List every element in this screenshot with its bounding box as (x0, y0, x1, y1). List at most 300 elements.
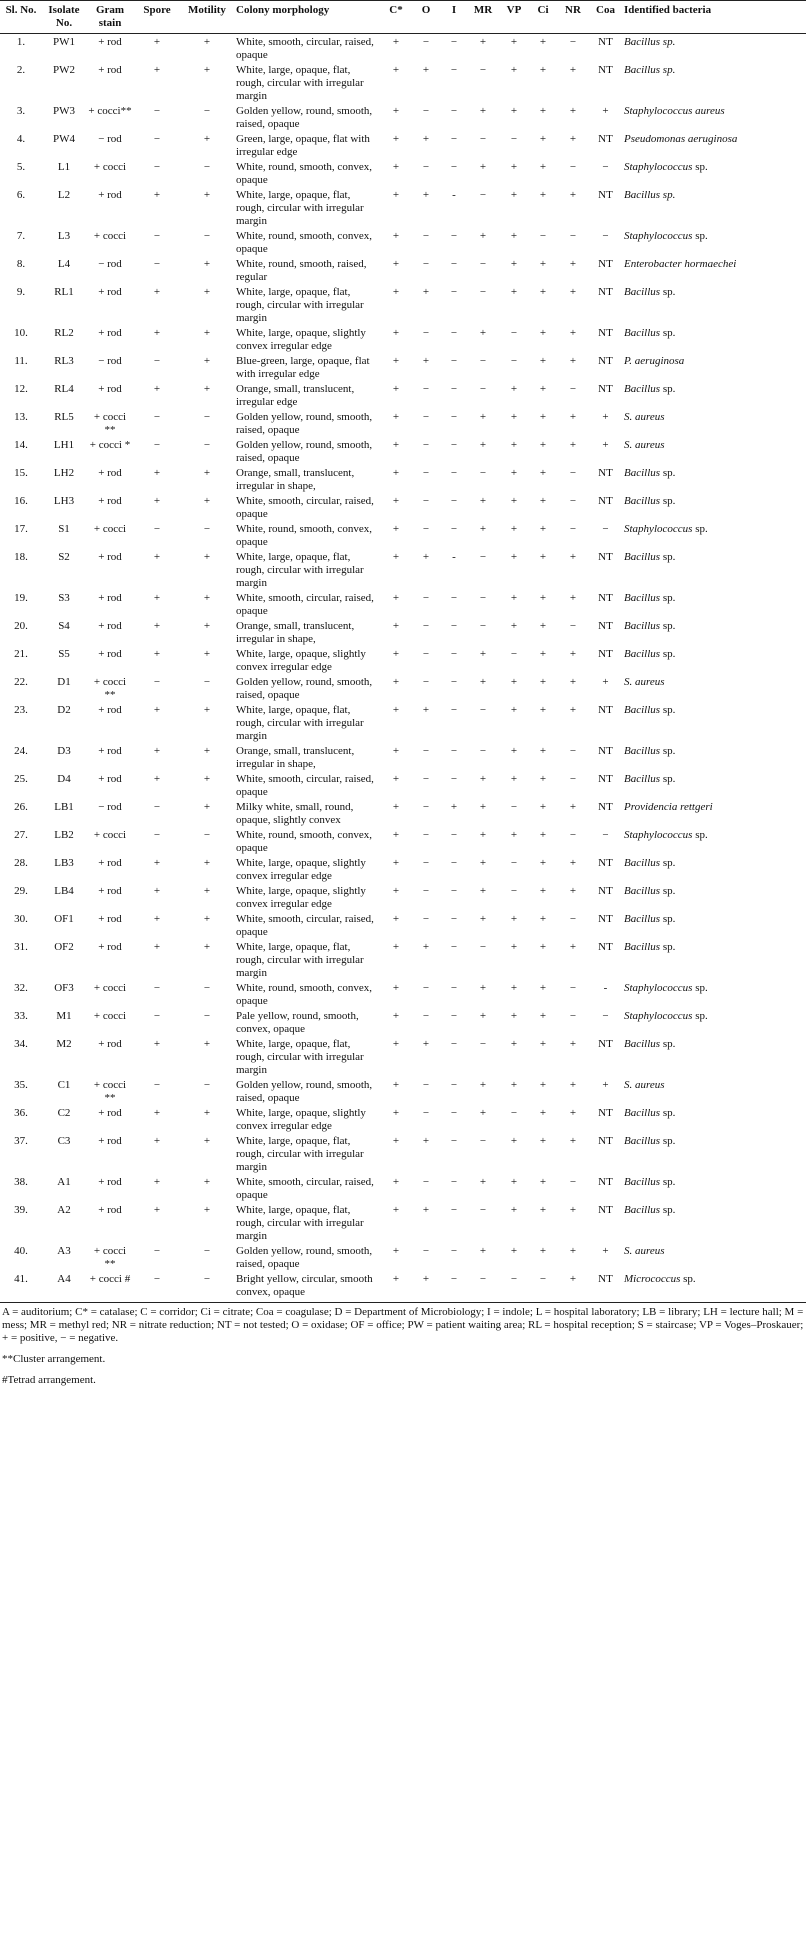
cell-motility: + (203, 551, 211, 563)
cell-identified-bacteria (622, 1008, 806, 1036)
cell-spore: − (153, 230, 161, 242)
cell-isolate-no: LB4 (54, 885, 74, 897)
table-row (0, 381, 806, 409)
cell-citrate: + (539, 592, 547, 604)
cell-gram-stain: + cocci ** (93, 1079, 127, 1104)
bacteria-suffix: sp. (692, 230, 708, 242)
cell-catalase: + (392, 133, 400, 145)
cell-methyl-red: + (479, 411, 487, 423)
cell-identified-bacteria (622, 437, 806, 465)
cell-sl-no: 39. (14, 1204, 28, 1216)
cell-citrate: + (539, 36, 547, 48)
cell-coagulase: − (602, 829, 609, 841)
cell-voges-proskauer: − (510, 885, 518, 897)
cell-isolate-no: LB3 (54, 857, 74, 869)
bacteria-name: Providencia rettgeri (624, 801, 713, 813)
cell-indole: - (452, 189, 456, 201)
cell-sl-no: 2. (16, 64, 26, 76)
table-row (0, 159, 806, 187)
cell-colony-morphology: Orange, small, translucent, irregular in shape, (236, 745, 355, 770)
cell-isolate-no: S4 (58, 620, 70, 632)
cell-identified-bacteria (622, 646, 806, 674)
cell-oxidase: − (422, 327, 430, 339)
cell-nitrate-reduction: + (569, 1079, 577, 1091)
bacteria-name: Bacillus (624, 1135, 661, 1147)
cell-identified-bacteria (622, 1202, 806, 1243)
cell-citrate: + (539, 439, 547, 451)
bacteria-name: Bacillus (624, 286, 661, 298)
cell-sl-no: 28. (14, 857, 28, 869)
cell-indole: − (450, 676, 458, 688)
cell-colony-morphology: Golden yellow, round, smooth, raised, opaque (236, 1079, 373, 1104)
cell-catalase: + (392, 982, 400, 994)
bacteria-name: Bacillus (624, 648, 661, 660)
cell-methyl-red: + (479, 1079, 487, 1091)
cell-isolate-no: S1 (58, 523, 70, 535)
cell-gram-stain: + cocci (93, 829, 127, 841)
cell-gram-stain: + rod (98, 745, 122, 757)
cell-colony-morphology: White, smooth, circular, raised, opaque (236, 913, 374, 938)
cell-identified-bacteria (622, 521, 806, 549)
cell-indole: − (450, 64, 458, 76)
header-row (0, 1, 806, 34)
cell-coagulase: - (603, 982, 608, 994)
cell-oxidase: − (422, 1107, 430, 1119)
cell-methyl-red: − (479, 551, 487, 563)
cell-coagulase: NT (598, 495, 613, 507)
cell-coagulase: + (602, 1245, 609, 1257)
cell-methyl-red: + (479, 885, 487, 897)
bacteria-name: Staphylococcus (624, 161, 693, 173)
cell-coagulase: + (602, 105, 609, 117)
cell-spore: + (153, 592, 161, 604)
cell-colony-morphology: White, smooth, circular, raised, opaque (236, 1176, 374, 1201)
cell-spore: + (153, 885, 161, 897)
cell-methyl-red: − (479, 64, 487, 76)
cell-coagulase: NT (598, 885, 613, 897)
cell-indole: − (450, 467, 458, 479)
cell-nitrate-reduction: + (569, 885, 577, 897)
bacteria-name: Pseudomonas aeruginosa (624, 133, 738, 145)
cell-oxidase: + (422, 1038, 430, 1050)
cell-sl-no: 30. (14, 913, 28, 925)
cell-nitrate-reduction: − (569, 829, 577, 841)
bacteria-name: P. aeruginosa (624, 355, 685, 367)
cell-spore: − (153, 133, 161, 145)
cell-oxidase: − (422, 1010, 430, 1022)
cell-voges-proskauer: − (510, 1107, 518, 1119)
cell-catalase: + (392, 327, 400, 339)
cell-spore: + (153, 773, 161, 785)
cell-gram-stain: + rod (98, 773, 122, 785)
cell-gram-stain: + rod (98, 1176, 122, 1188)
cell-methyl-red: + (479, 913, 487, 925)
bacteria-name: Bacillus (624, 620, 661, 632)
cell-isolate-no: D3 (57, 745, 71, 757)
bacteria-suffix: sp. (660, 704, 676, 716)
cell-isolate-no: LH1 (53, 439, 75, 451)
cell-oxidase: − (422, 592, 430, 604)
cell-motility: + (203, 1176, 211, 1188)
cell-nitrate-reduction: + (569, 1204, 577, 1216)
cell-gram-stain: + cocci ** (93, 1245, 127, 1270)
cell-methyl-red: + (479, 36, 487, 48)
cell-indole: − (450, 829, 458, 841)
bacteria-name: Bacillus sp. (624, 64, 676, 76)
cell-nitrate-reduction: + (569, 355, 577, 367)
cell-identified-bacteria (622, 702, 806, 743)
cell-spore: + (153, 745, 161, 757)
cell-motility: + (203, 383, 211, 395)
cell-coagulase: NT (598, 1176, 613, 1188)
cell-motility: + (203, 592, 211, 604)
cell-methyl-red: − (479, 133, 487, 145)
table-row (0, 325, 806, 353)
cell-oxidase: − (422, 383, 430, 395)
cell-colony-morphology: White, large, opaque, flat, rough, circular with irregular margin (236, 189, 364, 227)
cell-coagulase: NT (598, 620, 613, 632)
cell-sl-no: 14. (14, 439, 28, 451)
cell-coagulase: − (602, 161, 609, 173)
table-row (0, 743, 806, 771)
table-row (0, 103, 806, 131)
table-row (0, 131, 806, 159)
cell-spore: − (153, 411, 161, 423)
cell-identified-bacteria (622, 159, 806, 187)
table-row (0, 1077, 806, 1105)
cell-catalase: + (392, 773, 400, 785)
cell-spore: + (153, 1107, 161, 1119)
col-isolate-no: Isolate No. (42, 1, 86, 34)
cell-isolate-no: LB1 (54, 801, 74, 813)
col-methyl-red: MR (467, 1, 499, 34)
cell-colony-morphology: White, smooth, circular, raised, opaque (236, 592, 374, 617)
cell-coagulase: NT (598, 773, 613, 785)
cell-nitrate-reduction: + (569, 286, 577, 298)
cell-indole: − (450, 355, 458, 367)
cell-voges-proskauer: + (510, 411, 518, 423)
cell-motility: + (203, 648, 211, 660)
cell-citrate: + (539, 355, 547, 367)
cell-identified-bacteria (622, 799, 806, 827)
cell-colony-morphology: White, round, smooth, convex, opaque (236, 230, 372, 255)
cell-methyl-red: + (479, 1010, 487, 1022)
cell-identified-bacteria (622, 1133, 806, 1174)
cell-nitrate-reduction: + (569, 648, 577, 660)
bacteria-name: S. aureus (624, 411, 665, 423)
cell-indole: − (450, 523, 458, 535)
table-row (0, 1036, 806, 1077)
cell-coagulase: NT (598, 189, 613, 201)
cell-voges-proskauer: + (510, 551, 518, 563)
bacteria-name: Staphylococcus (624, 829, 693, 841)
cell-catalase: + (392, 648, 400, 660)
cell-coagulase: NT (598, 36, 613, 48)
col-coagulase: Coa (589, 1, 622, 34)
cell-coagulase: NT (598, 648, 613, 660)
col-identified-bacteria: Identified bacteria (622, 1, 806, 34)
cell-identified-bacteria (622, 1243, 806, 1271)
cell-sl-no: 9. (16, 286, 26, 298)
cell-isolate-no: D2 (57, 704, 71, 716)
cell-colony-morphology: White, large, opaque, flat, rough, circular with irregular margin (236, 286, 364, 324)
cell-motility: − (203, 161, 211, 173)
cell-oxidase: − (422, 1176, 430, 1188)
cell-nitrate-reduction: + (569, 857, 577, 869)
cell-methyl-red: − (479, 258, 487, 270)
cell-motility: + (203, 885, 211, 897)
bacteria-name: Micrococcus (624, 1273, 681, 1285)
table-row (0, 980, 806, 1008)
cell-indole: − (450, 161, 458, 173)
bacteria-name: S. aureus (624, 676, 665, 688)
cell-methyl-red: + (479, 161, 487, 173)
cell-methyl-red: + (479, 648, 487, 660)
cell-gram-stain: + rod (98, 36, 122, 48)
cell-colony-morphology: White, round, smooth, convex, opaque (236, 161, 372, 186)
cell-colony-morphology: Bright yellow, circular, smooth convex, opaque (234, 1271, 381, 1303)
cell-colony-morphology: White, smooth, circular, raised, opaque (236, 495, 374, 520)
cell-spore: + (153, 383, 161, 395)
cell-sl-no: 34. (14, 1038, 28, 1050)
cell-colony-morphology: White, smooth, circular, raised, opaque (236, 36, 374, 61)
cell-spore: − (153, 829, 161, 841)
cell-motility: − (203, 1010, 211, 1022)
cell-coagulase: NT (598, 941, 613, 953)
cell-gram-stain: + cocci (93, 230, 127, 242)
cell-motility: + (203, 355, 211, 367)
cell-methyl-red: − (479, 620, 487, 632)
cell-catalase: + (392, 941, 400, 953)
cell-citrate: + (539, 1038, 547, 1050)
cell-nitrate-reduction: − (569, 982, 577, 994)
cell-sl-no: 32. (14, 982, 28, 994)
cell-coagulase: NT (598, 913, 613, 925)
cell-voges-proskauer: + (510, 913, 518, 925)
cell-indole: − (450, 1204, 458, 1216)
bacteria-suffix: sp. (660, 885, 676, 897)
table-row (0, 521, 806, 549)
cell-gram-stain: + cocci (93, 982, 127, 994)
bacteria-suffix: sp. (692, 161, 708, 173)
cell-coagulase: NT (598, 745, 613, 757)
cell-indole: − (450, 982, 458, 994)
cell-isolate-no: OF1 (54, 913, 74, 925)
cell-gram-stain: + rod (98, 592, 122, 604)
cell-voges-proskauer: + (510, 704, 518, 716)
cell-motility: + (203, 941, 211, 953)
cell-methyl-red: + (479, 105, 487, 117)
bacteria-name: Bacillus (624, 551, 661, 563)
cell-identified-bacteria (622, 1271, 806, 1303)
cell-oxidase: − (422, 913, 430, 925)
cell-colony-morphology: White, round, smooth, convex, opaque (236, 523, 372, 548)
cell-methyl-red: − (479, 1204, 487, 1216)
cell-indole: - (452, 551, 456, 563)
cell-motility: + (203, 704, 211, 716)
cell-spore: + (153, 36, 161, 48)
table-row (0, 409, 806, 437)
cell-methyl-red: + (479, 230, 487, 242)
cell-spore: − (153, 1079, 161, 1091)
cell-isolate-no: OF3 (54, 982, 74, 994)
cell-gram-stain: + rod (98, 857, 122, 869)
table-row (0, 1008, 806, 1036)
cell-spore: − (153, 439, 161, 451)
cell-voges-proskauer: + (510, 383, 518, 395)
cell-catalase: + (392, 383, 400, 395)
cell-spore: + (153, 189, 161, 201)
cell-catalase: + (392, 704, 400, 716)
cell-oxidase: − (422, 230, 430, 242)
cell-methyl-red: + (479, 1107, 487, 1119)
cell-spore: − (153, 105, 161, 117)
cell-indole: − (450, 133, 458, 145)
cell-nitrate-reduction: − (569, 1176, 577, 1188)
cell-identified-bacteria (622, 549, 806, 590)
cell-identified-bacteria (622, 131, 806, 159)
cell-voges-proskauer: + (510, 1204, 518, 1216)
cell-citrate: + (539, 495, 547, 507)
cell-indole: + (450, 801, 458, 813)
cell-colony-morphology: Orange, small, translucent, irregular in shape, (236, 467, 355, 492)
cell-methyl-red: + (479, 801, 487, 813)
cell-identified-bacteria (622, 771, 806, 799)
cell-nitrate-reduction: − (569, 523, 577, 535)
bacteria-name: S. aureus (624, 1245, 665, 1257)
cell-coagulase: NT (598, 704, 613, 716)
cell-spore: + (153, 648, 161, 660)
cell-nitrate-reduction: + (569, 704, 577, 716)
cell-nitrate-reduction: + (569, 327, 577, 339)
cell-nitrate-reduction: + (569, 941, 577, 953)
cell-sl-no: 3. (16, 105, 26, 117)
table-row (0, 353, 806, 381)
cell-identified-bacteria (622, 256, 806, 284)
cell-voges-proskauer: − (499, 1271, 529, 1303)
cell-voges-proskauer: + (510, 36, 518, 48)
cell-identified-bacteria (622, 381, 806, 409)
cell-spore: + (153, 620, 161, 632)
bacteria-name: Enterobacter hormaechei (624, 258, 737, 270)
cell-colony-morphology: Golden yellow, round, smooth, raised, opaque (236, 676, 373, 701)
bacteria-name: Bacillus (624, 857, 661, 869)
cell-voges-proskauer: − (510, 648, 518, 660)
cell-sl-no: 24. (14, 745, 28, 757)
cell-isolate-no: D1 (57, 676, 71, 688)
cell-nitrate-reduction: + (569, 258, 577, 270)
footnote-tetrad: #Tetrad arrangement. (2, 1374, 96, 1386)
cell-citrate: + (539, 1079, 547, 1091)
cell-colony-morphology: White, large, opaque, slightly convex irregular edge (236, 885, 366, 910)
cell-catalase: + (392, 913, 400, 925)
cell-coagulase: + (602, 1079, 609, 1091)
cell-nitrate-reduction: − (569, 230, 577, 242)
cell-voges-proskauer: + (510, 64, 518, 76)
cell-colony-morphology: Pale yellow, round, smooth, convex, opaque (236, 1010, 359, 1035)
cell-catalase: + (392, 885, 400, 897)
table-row (0, 1105, 806, 1133)
cell-voges-proskauer: + (510, 745, 518, 757)
bacteria-name: Bacillus (624, 941, 661, 953)
bacteria-name: Staphylococcus (624, 1010, 693, 1022)
cell-isolate-no: A1 (57, 1176, 71, 1188)
cell-isolate-no: M1 (56, 1010, 72, 1022)
cell-gram-stain: + rod (98, 913, 122, 925)
cell-methyl-red: − (479, 355, 487, 367)
cell-isolate-no: S3 (58, 592, 70, 604)
cell-motility: + (203, 773, 211, 785)
cell-indole: − (450, 745, 458, 757)
cell-spore: − (153, 676, 161, 688)
cell-gram-stain: + cocci (93, 1010, 127, 1022)
cell-citrate: + (539, 829, 547, 841)
bacteria-name: Bacillus (624, 1204, 661, 1216)
cell-spore: + (153, 551, 161, 563)
cell-motility: − (203, 523, 211, 535)
cell-catalase: + (392, 189, 400, 201)
cell-motility: + (203, 133, 211, 145)
cell-coagulase: + (602, 439, 609, 451)
cell-catalase: + (392, 467, 400, 479)
cell-catalase: + (392, 439, 400, 451)
cell-citrate: + (539, 941, 547, 953)
cell-methyl-red: − (467, 1271, 499, 1303)
cell-sl-no: 26. (14, 801, 28, 813)
cell-catalase: + (392, 36, 400, 48)
cell-sl-no: 18. (14, 551, 28, 563)
cell-gram-stain: + rod (98, 383, 122, 395)
cell-coagulase: NT (598, 1038, 613, 1050)
cell-sl-no: 16. (14, 495, 28, 507)
cell-voges-proskauer: + (510, 1135, 518, 1147)
cell-methyl-red: − (479, 286, 487, 298)
cell-voges-proskauer: + (510, 1176, 518, 1188)
table-row (0, 1243, 806, 1271)
cell-identified-bacteria (622, 618, 806, 646)
cell-voges-proskauer: + (510, 676, 518, 688)
cell-citrate: + (539, 620, 547, 632)
bacteria-suffix: sp. (660, 1204, 676, 1216)
cell-catalase: + (392, 64, 400, 76)
bacteria-name: S. aureus (624, 439, 665, 451)
cell-indole: − (450, 592, 458, 604)
cell-colony-morphology: White, large, opaque, slightly convex irregular edge (236, 857, 366, 882)
cell-methyl-red: − (479, 941, 487, 953)
cell-motility: + (203, 36, 211, 48)
table-row (0, 437, 806, 465)
cell-sl-no: 41. (0, 1271, 42, 1303)
cell-sl-no: 19. (14, 592, 28, 604)
cell-colony-morphology: White, large, opaque, flat, rough, circular with irregular margin (236, 1135, 364, 1173)
cell-colony-morphology: Blue-green, large, opaque, flat with irregular edge (236, 355, 370, 380)
cell-isolate-no: OF2 (54, 941, 74, 953)
cell-spore: + (153, 467, 161, 479)
cell-colony-morphology: Golden yellow, round, smooth, raised, opaque (236, 105, 373, 130)
cell-nitrate-reduction: + (569, 411, 577, 423)
cell-nitrate-reduction: − (569, 495, 577, 507)
cell-motility: + (203, 1107, 211, 1119)
cell-isolate-no: PW4 (53, 133, 75, 145)
table-footnotes (0, 1303, 806, 1387)
table-row (0, 1202, 806, 1243)
cell-catalase: + (392, 1107, 400, 1119)
cell-spore: + (153, 704, 161, 716)
bacteria-name: Staphylococcus (624, 982, 693, 994)
cell-isolate-no: RL3 (54, 355, 74, 367)
cell-voges-proskauer: + (510, 1079, 518, 1091)
cell-voges-proskauer: + (510, 258, 518, 270)
